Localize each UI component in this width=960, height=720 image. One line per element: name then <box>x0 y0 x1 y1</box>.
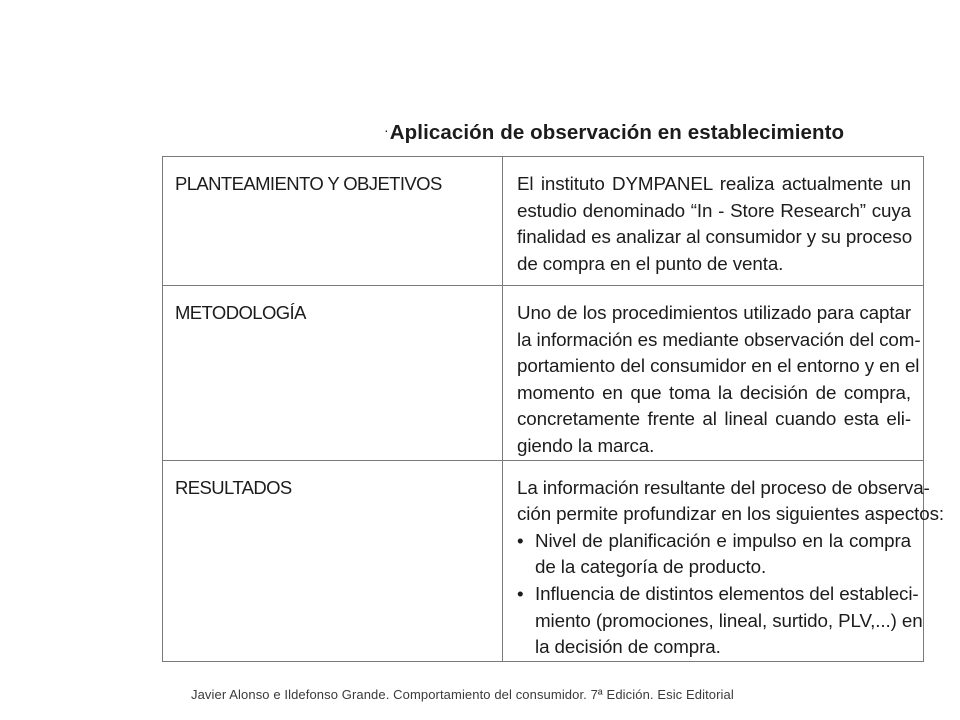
text-line: momento en que toma la decisión de compra, <box>517 381 911 403</box>
text-line: de la categoría de producto. <box>535 556 767 578</box>
title-text: Aplicación de observación en establecimiento <box>389 121 845 144</box>
text-line: estudio denominado “In - Store Research” cuya <box>517 199 911 221</box>
text-line: miento (promociones, lineal, surtido, PLV,...) en <box>535 609 923 631</box>
row-label: RESULTADOS <box>175 476 292 498</box>
text-line: la información es mediante observación del com- <box>517 328 921 350</box>
label-cell <box>163 286 503 461</box>
row-text <box>517 171 911 277</box>
text-line: Nivel de planificación e impulso en la compra <box>535 529 911 551</box>
text-line: de compra en el punto de venta. <box>517 252 784 274</box>
text-line: la decisión de compra. <box>535 636 721 658</box>
row-text <box>517 475 945 661</box>
bullet-icon: • <box>517 529 524 551</box>
table-row-resultados <box>163 460 924 661</box>
text-line: ción permite profundizar en los siguientes aspectos: <box>517 503 945 525</box>
text-cell <box>503 460 945 661</box>
row-label: PLANTEAMIENTO Y OBJETIVOS <box>175 173 442 194</box>
text-line: giendo la marca. <box>517 434 655 456</box>
footer-citation: Javier Alonso e Ildefonso Grande. Comportamiento del consumidor. 7ª Edición. Esic Editorial <box>191 687 734 702</box>
text-line: La información resultante del proceso de observa- <box>517 476 930 498</box>
label-cell <box>163 157 503 286</box>
bullet-item <box>517 581 923 661</box>
table-row-metodologia <box>163 286 924 461</box>
row-label: METODOLOGÍA <box>175 302 306 323</box>
row-text <box>517 300 921 460</box>
text-line: portamiento del consumidor en el entorno y en el <box>517 355 920 377</box>
document-title <box>384 121 844 145</box>
text-line: Influencia de distintos elementos del estableci- <box>535 582 919 604</box>
text-cell <box>503 286 924 461</box>
text-line: concretamente frente al lineal cuando esta eli- <box>517 408 911 430</box>
text-line: Uno de los procedimientos utilizado para captar <box>517 302 911 323</box>
observation-table <box>162 156 945 662</box>
table-row-planteamiento <box>163 157 924 286</box>
bullet-icon: • <box>517 582 524 604</box>
text-cell <box>503 157 924 286</box>
bullet-item <box>517 528 911 581</box>
text-line: finalidad es analizar al consumidor y su proceso <box>517 226 913 248</box>
title-dot-mark: · <box>384 122 389 138</box>
label-cell <box>163 460 503 661</box>
text-line: El instituto DYMPANEL realiza actualmente un <box>517 173 911 194</box>
